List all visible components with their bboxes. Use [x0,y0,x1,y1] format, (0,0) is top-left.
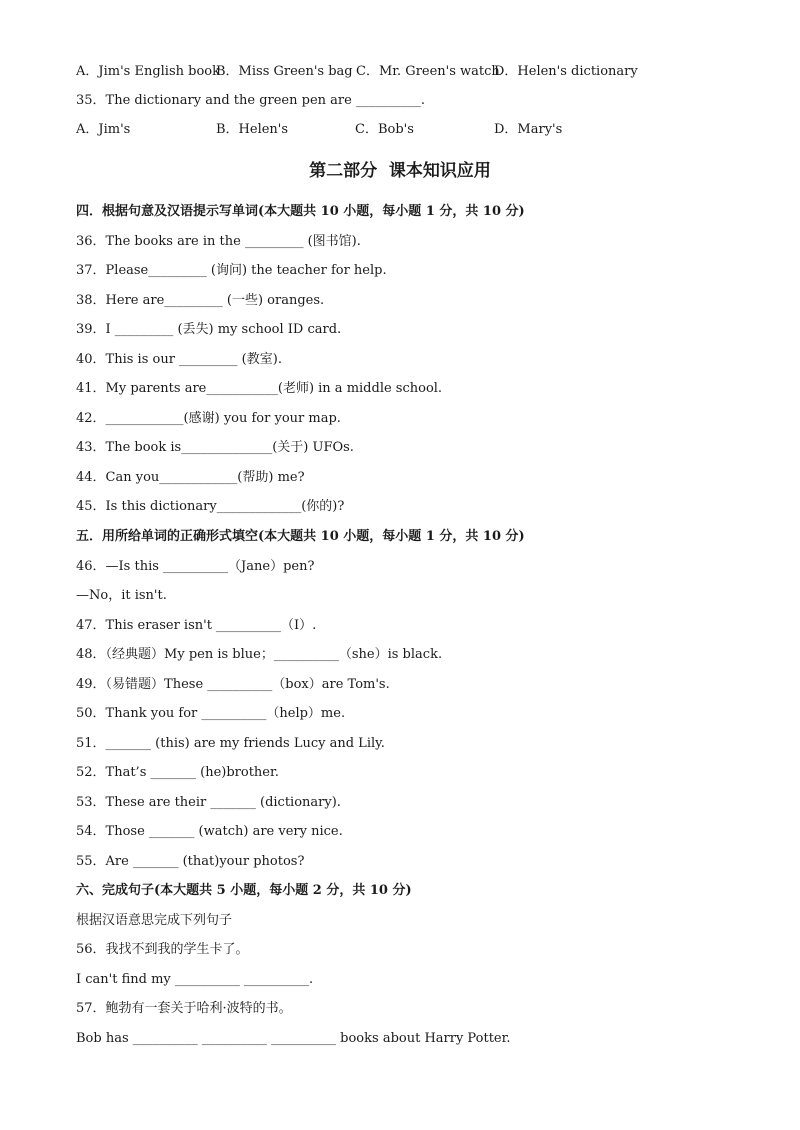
part-title: 第二部分 课本知识应用 [309,161,491,181]
q35-stem: 35．The dictionary and the green pen are __________. [76,93,426,108]
section4-item: 38．Here are_________ (一些) oranges. [76,293,325,308]
section6-item: I can't find my __________ __________. [76,972,314,987]
section5-item: 46．—Is this __________（Jane）pen? [76,559,315,574]
section6-item: 56．我找不到我的学生卡了。 [76,942,249,957]
section6-item: 57．鲍勃有一套关于哈利·波特的书。 [76,1001,292,1016]
section4-item: 36．The books are in the _________ (图书馆). [76,234,361,249]
q35-option-b: B．Helen's [216,122,289,137]
section6-item: Bob has __________ __________ __________ books about Harry Potter. [76,1031,511,1046]
q35-options [76,122,576,138]
section4-item: 39．I _________ (丢失) my school ID card. [76,322,342,337]
section5-item: 55．Are _______ (that)your photos? [76,854,305,869]
section5-item: 54．Those _______ (watch) are very nice. [76,824,343,839]
section5-item: 52．That’s _______ (he)brother. [76,765,279,780]
section5-item: 48．（经典题）My pen is blue；__________（she）is black. [76,647,443,662]
q34-option-b: B．Miss Green's bag [216,64,353,79]
q35-option-a: A．Jim's [76,122,131,137]
section5-item: 53．These are their _______ (dictionary). [76,795,341,810]
section5-item: 50．Thank you for __________（help）me. [76,706,346,721]
section4-item: 42．____________(感谢) you for your map. [76,411,341,426]
q34-options [76,64,636,80]
q35-option-c: C．Bob's [355,122,414,137]
section6-heading: 六、完成句子(本大题共 5 小题，每小题 2 分，共 10 分) [76,883,412,898]
section5-item: 51．_______ (this) are my friends Lucy and Lily. [76,736,385,751]
section4-item: 44．Can you____________(帮助) me? [76,470,305,485]
section4-item: 43．The book is______________(关于) UFOs. [76,440,354,455]
section5-item: —No，it isn't. [76,588,167,603]
section5-item: 49．（易错题）These __________（box）are Tom's. [76,677,390,692]
section4-item: 45．Is this dictionary_____________(你的)? [76,499,345,514]
q35-option-d: D．Mary's [494,122,563,137]
section4-item: 41．My parents are___________(老师) in a middle school. [76,381,443,396]
q34-option-d: D．Helen's dictionary [494,64,638,79]
section4-item: 40．This is our _________ (教室). [76,352,282,367]
section6-instruction: 根据汉语意思完成下列句子 [76,913,233,928]
q34-option-a: A．Jim's English book [76,64,220,79]
section4-item: 37．Please_________ (询问) the teacher for help. [76,263,387,278]
section4-heading: 四．根据句意及汉语提示写单词(本大题共 10 小题，每小题 1 分，共 10 分) [76,204,525,219]
q34-option-c: C．Mr. Green's watch [356,64,500,79]
section5-heading: 五．用所给单词的正确形式填空(本大题共 10 小题，每小题 1 分，共 10 分) [76,529,525,544]
section5-item: 47．This eraser isn't __________（I）. [76,618,317,633]
